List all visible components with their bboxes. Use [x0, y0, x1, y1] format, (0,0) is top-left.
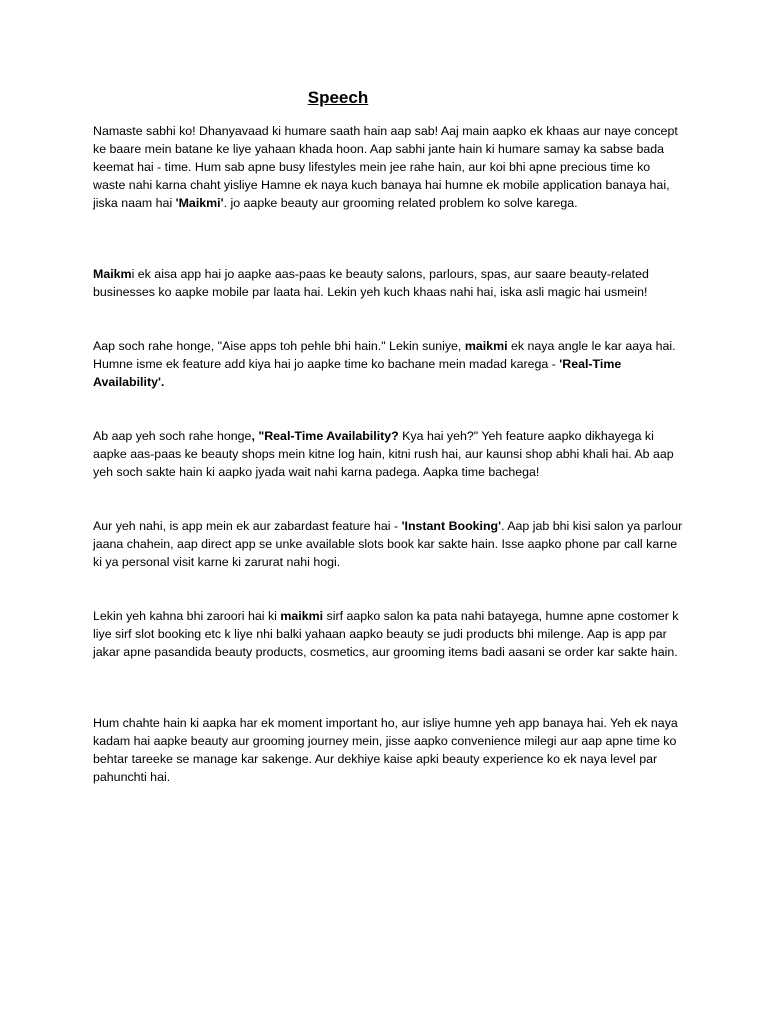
feature-name-text: , "Real-Time Availability? — [251, 429, 399, 443]
paragraph-real-time-feature — [93, 337, 685, 391]
paragraph-text: . jo aapke beauty aur grooming related problem ko solve karega. — [223, 196, 578, 210]
paragraph-real-time-explained — [93, 427, 685, 481]
paragraph-about-app — [93, 265, 685, 301]
app-name-text: 'Maikmi' — [175, 196, 224, 210]
paragraph-text: Kya hai yeh?" Yeh feature aapko dikhayega ki aapke aas-paas ke beauty shops mein kitne log hain, kitni rush hai, aur kaunsi shop abhi khali hai. Ab aap yeh soch sakte hain ki aapko jyada wait nahi karna padega. Aapka time bachega! — [93, 429, 674, 479]
app-name-text: maikmi — [280, 609, 324, 623]
paragraph-text: Lekin yeh kahna bhi zaroori hai ki — [93, 609, 281, 623]
app-name-text: Maikm — [93, 267, 132, 281]
feature-name-text: 'Real-Time Availability'. — [93, 357, 622, 389]
paragraph-text: Aur yeh nahi, is app mein ek aur zabardast feature hai - — [93, 519, 402, 533]
paragraph-text: i ek aisa app hai jo aapke aas-paas ke beauty salons, parlours, spas, aur saare beauty-related businesses ko aapke mobile par laata hai. Lekin yeh kuch khaas nahi hai, iska asli magic hai usmein! — [93, 267, 649, 299]
paragraph-instant-booking — [93, 517, 685, 571]
app-name-text: maikmi — [464, 339, 508, 353]
paragraph-text: Aap soch rahe honge, "Aise apps toh pehle bhi hain." Lekin suniye, — [93, 339, 465, 353]
paragraph-text: ek naya angle le kar aaya hai. Humne isme ek feature add kiya hai jo aapke time ko bachane mein madad karega - — [93, 339, 676, 371]
document-title: Speech — [307, 88, 369, 107]
paragraph-products — [93, 607, 685, 661]
paragraph-text: Namaste sabhi ko! Dhanyavaad ki humare saath hain aap sab! Aaj main aapko ek khaas aur naye concept ke baare mein batane ke liye yahaan khada hoon. Aap sabhi jante hain ki humare samay ka sabse bada keemat hai - time. Hum sab apne busy lifestyles mein jee rahe hain, aur koi bhi apne precious time ko waste nahi karna chaht yisliye Hamne ek naya kuch banaya hai humne ek mobile application banaya hai, jiska naam hai — [93, 124, 678, 210]
paragraph-text: sirf aapko salon ka pata nahi batayega, humne apne costomer k liye sirf slot booking etc k liye nhi balki yahaan aapko beauty se judi products bhi milenge. Aap is app par jakar apne pasandida beauty products, cosmetics, aur grooming items badi aasani se order kar sakte hain. — [93, 609, 679, 659]
paragraph-text: Ab aap yeh soch rahe honge — [93, 429, 252, 443]
feature-name-text: 'Instant Booking' — [401, 519, 502, 533]
paragraph-closing — [93, 714, 685, 786]
paragraph-text: . Aap jab bhi kisi salon ya parlour jaana chahein, aap direct app se unke available slots book kar sakte hain. Isse aapko phone par call karne ki ya personal visit karne ki zarurat nahi hogi. — [93, 519, 683, 569]
paragraph-intro — [93, 122, 685, 212]
paragraph-text: Hum chahte hain ki aapka har ek moment important ho, aur isliye humne yeh app banaya hai. Yeh ek naya kadam hai aapke beauty aur grooming journey mein, jisse aapko convenience milegi aur aap apne time ko behtar tareeke se manage kar sakenge. Aur dekhiye kaise apki beauty experience ko ek naya level par pahunchti hai. — [93, 716, 678, 784]
